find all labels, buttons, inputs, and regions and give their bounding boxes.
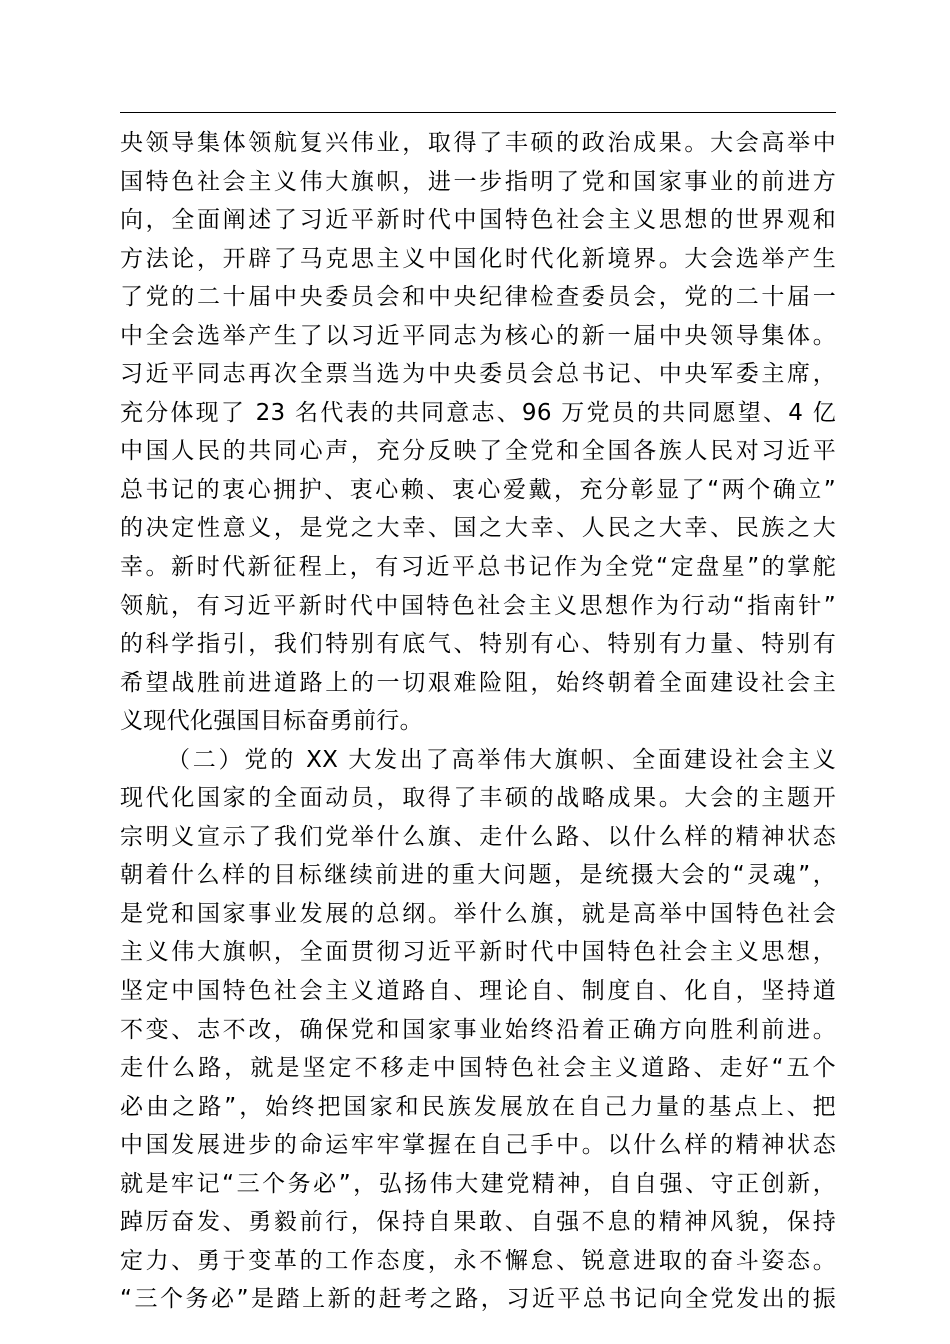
- text-line: 中国发展进步的命运牢牢掌握在自己手中。以什么样的精神状态: [120, 1132, 836, 1159]
- text-line: 踔厉奋发、勇毅前行，保持自果敢、自强不息的精神风貌，保持: [120, 1209, 836, 1236]
- text-line: 义现代化强国目标奋勇前行。: [120, 708, 423, 735]
- header-rule: [120, 112, 836, 113]
- text-line: 充分体现了 23 名代表的共同意志、96 万党员的共同愿望、4 亿: [120, 399, 836, 426]
- text-line: 就是牢记“三个务必”，弘扬伟大建党精神，自自强、守正创新，: [120, 1170, 836, 1197]
- text-line: 习近平同志再次全票当选为中央委员会总书记、中央军委主席，: [120, 361, 836, 388]
- text-line: 幸。新时代新征程上，有习近平总书记作为全党“定盘星”的掌舵: [120, 554, 836, 581]
- text-line: 方法论，开辟了马克思主义中国化时代化新境界。大会选举产生: [120, 245, 836, 272]
- text-line: 领航，有习近平新时代中国特色社会主义思想作为行动“指南针”: [120, 592, 836, 619]
- text-line: “三个务必”是踏上新的赶考之路，习近平总书记向全党发出的振: [120, 1286, 836, 1313]
- text-line: 朝着什么样的目标继续前进的重大问题，是统摄大会的“灵魂”，: [120, 862, 836, 889]
- text-line: 的决定性意义，是党之大幸、国之大幸、人民之大幸、民族之大: [120, 515, 836, 542]
- text-line: 是党和国家事业发展的总纲。举什么旗，就是高举中国特色社会: [120, 900, 836, 927]
- text-line: 中全会选举产生了以习近平同志为核心的新一届中央领导集体。: [120, 322, 836, 349]
- paragraph-heading-line: （二）党的 XX 大发出了高举伟大旗帜、全面建设社会主义: [167, 746, 836, 773]
- text-line: 中国人民的共同心声，充分反映了全党和全国各族人民对习近平: [120, 438, 836, 465]
- text-line: 了党的二十届中央委员会和中央纪律检查委员会，党的二十届一: [120, 284, 836, 311]
- text-line: 定力、勇于变革的工作态度，永不懈怠、锐意进取的奋斗姿态。: [120, 1247, 836, 1274]
- text-line: 走什么路，就是坚定不移走中国特色社会主义道路、走好“五个: [120, 1055, 836, 1082]
- text-line: 坚定中国特色社会主义道路自、理论自、制度自、化自，坚持道: [120, 978, 836, 1005]
- document-body: [120, 124, 836, 1319]
- text-line: 总书记的衷心拥护、衷心赖、衷心爱戴，充分彰显了“两个确立”: [120, 476, 836, 503]
- text-line: 的科学指引，我们特别有底气、特别有心、特别有力量、特别有: [120, 631, 836, 658]
- text-line: 主义伟大旗帜，全面贯彻习近平新时代中国特色社会主义思想，: [120, 939, 836, 966]
- text-line: 宗明义宣示了我们党举什么旗、走什么路、以什么样的精神状态: [120, 823, 836, 850]
- text-line: 必由之路”，始终把国家和民族发展放在自己力量的基点上、把: [120, 1093, 836, 1120]
- text-line: 国特色社会主义伟大旗帜，进一步指明了党和国家事业的前进方: [120, 168, 836, 195]
- text-line: 不变、志不改，确保党和国家事业始终沿着正确方向胜利前进。: [120, 1016, 836, 1043]
- text-line: 希望战胜前进道路上的一切艰难险阻，始终朝着全面建设社会主: [120, 669, 836, 696]
- text-line: 现代化国家的全面动员，取得了丰硕的战略成果。大会的主题开: [120, 785, 836, 812]
- text-line: 央领导集体领航复兴伟业，取得了丰硕的政治成果。大会高举中: [120, 130, 836, 156]
- text-line: 向，全面阐述了习近平新时代中国特色社会主义思想的世界观和: [120, 207, 836, 234]
